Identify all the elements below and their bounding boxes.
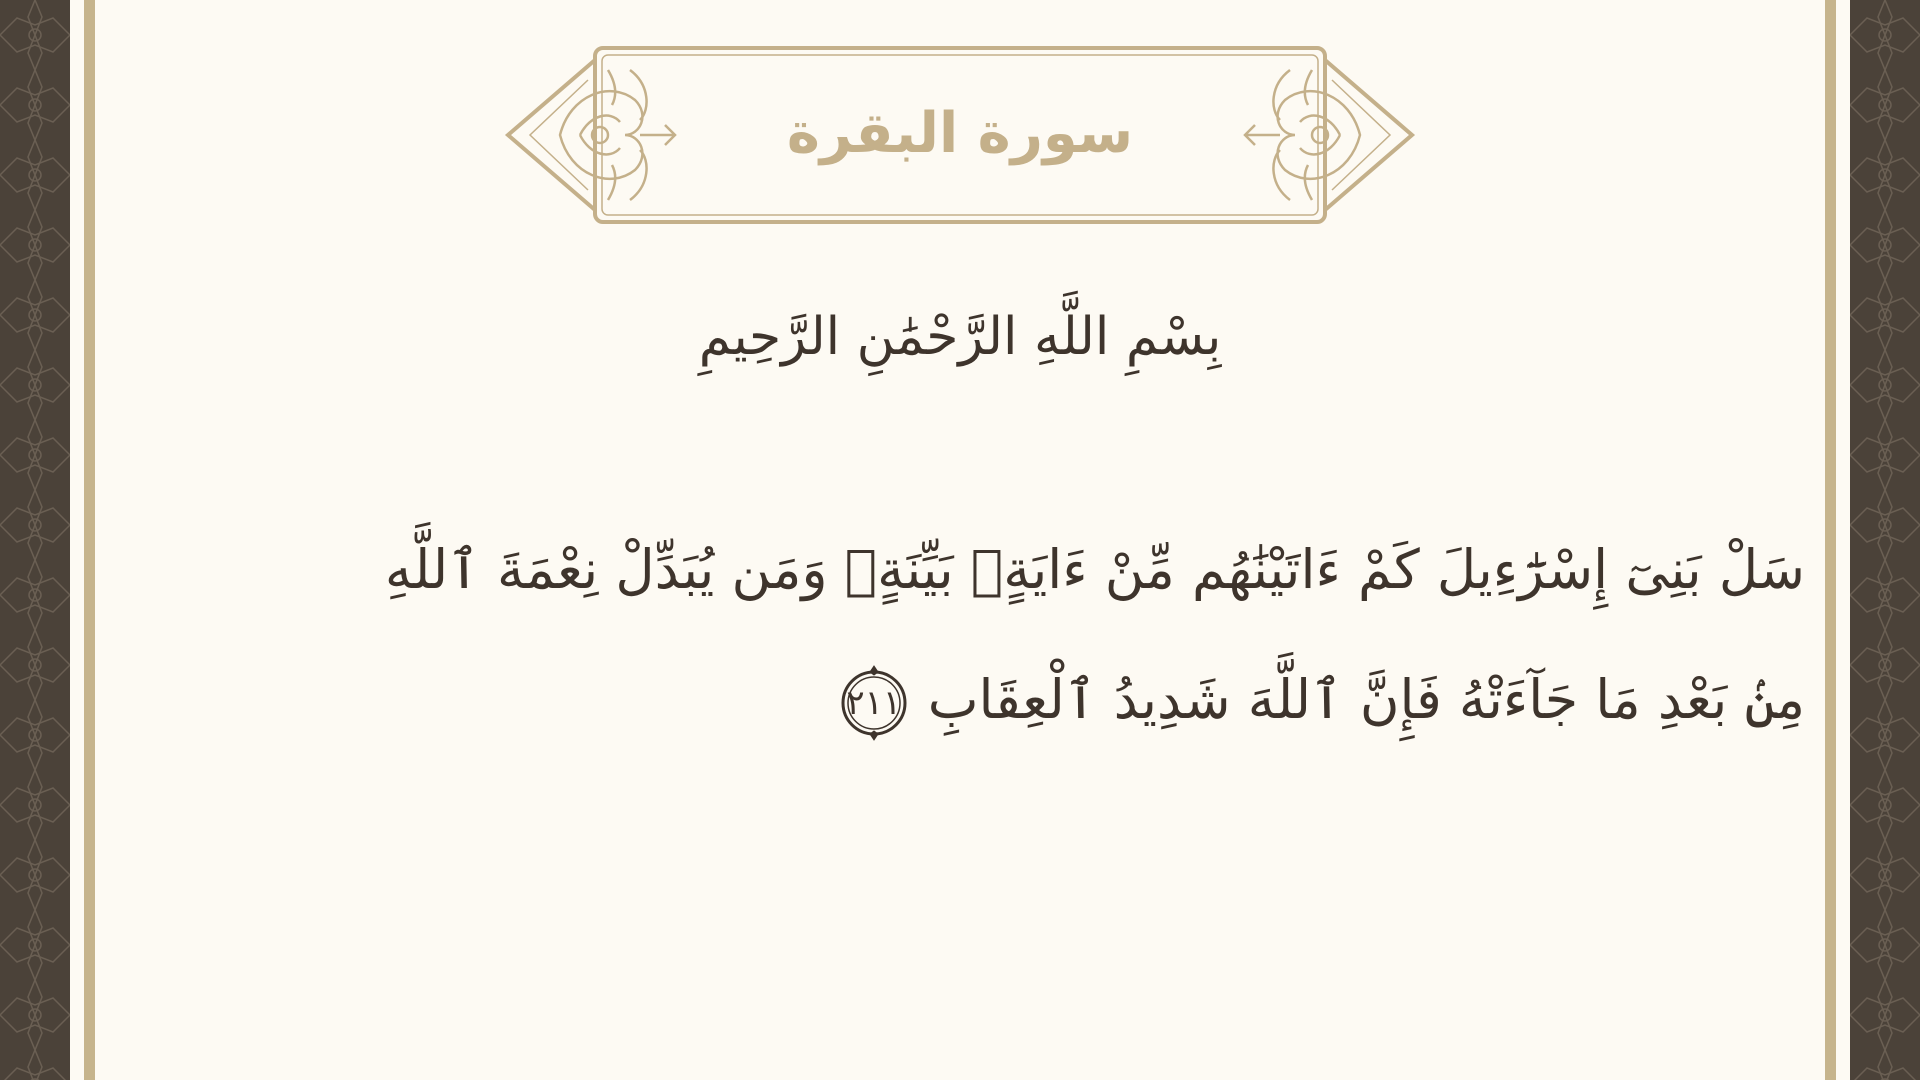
right-border-gap — [1836, 0, 1850, 1080]
surah-title-frame — [500, 40, 1420, 230]
ayah-number-marker — [834, 663, 914, 743]
right-ornamental-border — [1850, 0, 1920, 1080]
surah-title: سورة البقرة — [786, 101, 1134, 167]
ayah-number: ٢١١ — [846, 683, 902, 724]
geometric-pattern-icon — [1850, 0, 1920, 1080]
ayah-line-2 — [240, 635, 1805, 765]
left-ornamental-border — [0, 0, 70, 1080]
ayah-line-1: سَلْ بَنِىٓ إِسْرَٰٓءِيلَ كَمْ ءَاتَيْنَٰهُم مِّنْ ءَايَةٍۭ بَيِّنَةٍۗ وَمَن يُبَدِّلْ نِعْمَةَ ٱللَّهِ — [384, 538, 1805, 601]
geometric-pattern-icon — [0, 0, 70, 1080]
basmala: بِسْمِ اللَّهِ الرَّحْمَٰنِ الرَّحِيمِ — [698, 307, 1222, 367]
left-gold-stripe — [84, 0, 95, 1080]
ayah-line-2-text: مِنۢ بَعْدِ مَا جَآءَتْهُ فَإِنَّ ٱللَّهَ شَدِيدُ ٱلْعِقَابِ — [927, 668, 1805, 731]
left-border-gap — [70, 0, 84, 1080]
ayah-text — [240, 505, 1805, 765]
right-gold-stripe — [1825, 0, 1836, 1080]
